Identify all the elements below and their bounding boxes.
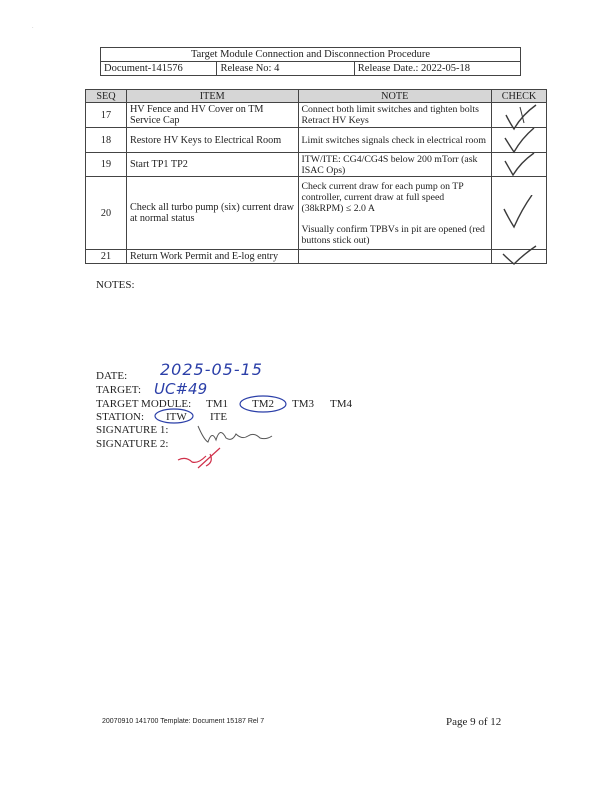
station-selection-circle xyxy=(153,407,195,425)
station-option-itw: ITW xyxy=(166,411,187,423)
procedure-title: Target Module Connection and Disconnection Procedure xyxy=(100,47,521,62)
table-row xyxy=(86,153,547,177)
seq-cell: 21 xyxy=(86,250,127,264)
procedure-table xyxy=(85,89,547,264)
seq-cell: 17 xyxy=(86,103,127,128)
document-info-row xyxy=(100,61,521,76)
handwritten-check-icon xyxy=(500,242,540,266)
item-cell: HV Fence and HV Cover on TM Service Cap xyxy=(126,103,298,128)
table-row xyxy=(86,177,547,250)
signature-2-handwritten xyxy=(176,446,226,470)
check-cell[interactable] xyxy=(492,128,547,153)
note-cell: Limit switches signals check in electrical room xyxy=(298,128,492,153)
check-cell[interactable] xyxy=(492,153,547,177)
column-header-seq: SEQ xyxy=(86,90,127,103)
handwritten-check-icon xyxy=(500,153,540,177)
item-cell: Start TP1 TP2 xyxy=(126,153,298,177)
item-cell: Restore HV Keys to Electrical Room xyxy=(126,128,298,153)
release-number: Release No: 4 xyxy=(217,62,354,75)
column-header-note: NOTE xyxy=(298,90,492,103)
signature-2-label: SIGNATURE 2: xyxy=(96,438,169,450)
date-label: DATE: xyxy=(96,370,128,382)
table-row xyxy=(86,250,547,264)
table-header-row xyxy=(86,90,547,103)
handwritten-check-icon xyxy=(500,128,540,154)
check-cell[interactable] xyxy=(492,103,547,128)
module-option-tm3: TM3 xyxy=(292,398,314,410)
handwritten-check-icon xyxy=(500,195,540,229)
check-cell[interactable] xyxy=(492,250,547,264)
target-value-handwritten: UC#49 xyxy=(154,380,208,398)
table-row xyxy=(86,128,547,153)
seq-cell: 18 xyxy=(86,128,127,153)
note-text-secondary: Visually confirm TPBVs in pit are opened (red buttons stick out) xyxy=(301,223,485,246)
signature-1-label: SIGNATURE 1: xyxy=(96,424,169,436)
item-cell: Return Work Permit and E-log entry xyxy=(126,250,298,264)
note-cell: Connect both limit switches and tighten bolts Retract HV Keys xyxy=(298,103,492,128)
notes-label: NOTES: xyxy=(96,279,135,291)
signature-1-handwritten xyxy=(196,420,276,448)
seq-cell: 20 xyxy=(86,177,127,250)
module-selection-circle xyxy=(238,394,288,414)
table-row xyxy=(86,103,547,128)
item-cell: Check all turbo pump (six) current draw at normal status xyxy=(126,177,298,250)
column-header-item: ITEM xyxy=(126,90,298,103)
module-option-tm4: TM4 xyxy=(330,398,352,410)
release-date: Release Date.: 2022-05-18 xyxy=(357,63,471,74)
note-text: Check current draw for each pump on TP controller, current draw at full speed (38kRPM) ≤ 2.0 A xyxy=(301,180,464,214)
target-label: TARGET: xyxy=(96,384,142,396)
target-module-label: TARGET MODULE: xyxy=(96,398,192,410)
note-cell xyxy=(298,250,492,264)
station-option-ite: ITE xyxy=(210,411,228,423)
column-header-check: CHECK xyxy=(492,90,547,103)
scan-artifact: · xyxy=(32,26,34,31)
station-label: STATION: xyxy=(96,411,145,423)
seq-cell: 19 xyxy=(86,153,127,177)
date-value-handwritten: 2025-05-15 xyxy=(160,360,263,379)
check-cell[interactable] xyxy=(492,177,547,250)
page-number: Page 9 of 12 xyxy=(446,716,502,728)
note-cell xyxy=(298,177,492,250)
module-option-tm1: TM1 xyxy=(206,398,228,410)
footer-template-id: 20070910 141700 Template: Document 15187 Rel 7 xyxy=(102,718,265,725)
document-number: Document-141576 xyxy=(101,62,217,75)
note-cell: ITW/ITE: CG4/CG4S below 200 mTorr (ask ISAC Ops) xyxy=(298,153,492,177)
module-option-tm2: TM2 xyxy=(252,398,274,410)
